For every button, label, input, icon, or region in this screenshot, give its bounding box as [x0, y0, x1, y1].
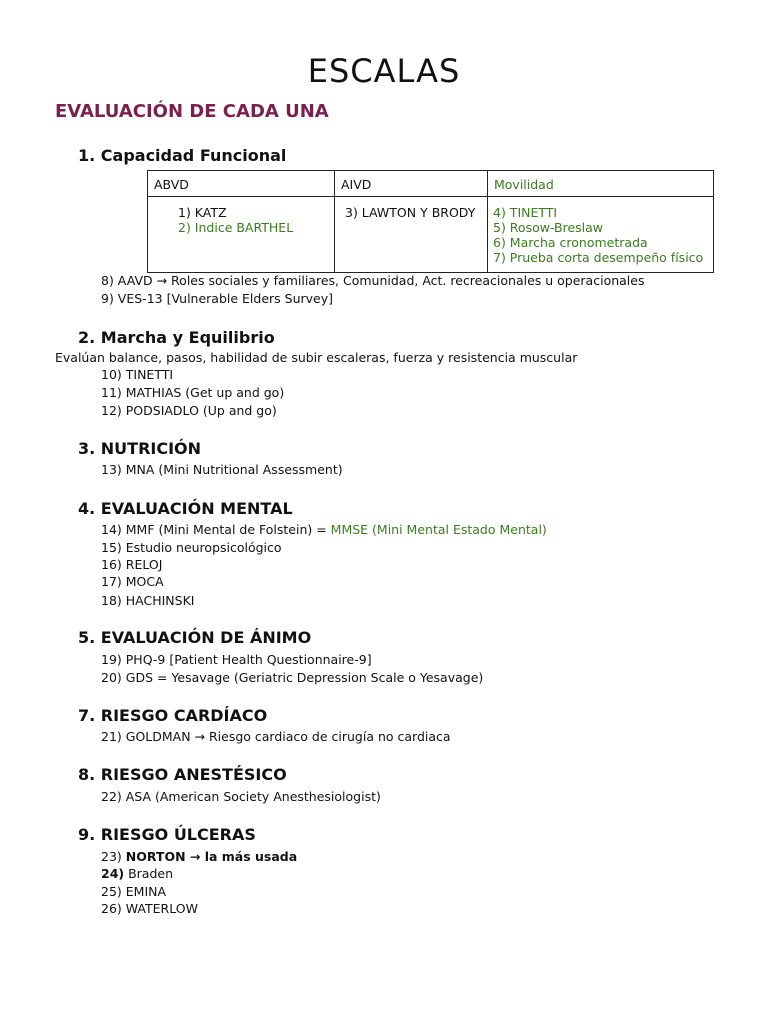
- table-item: 7) Prueba corta desempeño físico: [493, 250, 704, 265]
- list-item: [101, 522, 547, 537]
- list-item: 26) WATERLOW: [101, 901, 198, 916]
- list-item: 15) Estudio neuropsicológico: [101, 540, 282, 555]
- table-item: 5) Rosow-Breslaw: [493, 220, 604, 235]
- table-header-abvd: ABVD: [148, 171, 335, 197]
- list-item: 20) GDS = Yesavage (Geriatric Depression Scale o Yesavage): [101, 670, 484, 685]
- list-item: 12) PODSIADLO (Up and go): [101, 403, 277, 418]
- table-cell-aivd: [335, 197, 488, 273]
- list-item: 22) ASA (American Society Anesthesiologist): [101, 789, 381, 804]
- table-cell-movilidad: [488, 197, 714, 273]
- section-heading-evaluacion-mental: 4. EVALUACIÓN MENTAL: [78, 499, 293, 518]
- list-item: 8) AAVD → Roles sociales y familiares, Comunidad, Act. recreacionales u operacionales: [101, 273, 645, 288]
- list-item: 9) VES-13 [Vulnerable Elders Survey]: [101, 291, 334, 306]
- item-14-text: 14) MMF (Mini Mental de Folstein) =: [101, 522, 331, 537]
- item-23-norton: NORTON → la más usada: [125, 849, 298, 864]
- section-heading-riesgo-cardiaco: 7. RIESGO CARDÍACO: [78, 706, 268, 725]
- section-heading-nutricion: 3. NUTRICIÓN: [78, 439, 202, 458]
- item-24-braden: Braden: [124, 866, 174, 881]
- list-item: [101, 866, 173, 881]
- item-24-number: 24): [101, 866, 125, 881]
- table-item: 6) Marcha cronometrada: [493, 235, 648, 250]
- table-item: 4) TINETTI: [493, 205, 558, 220]
- table-header-aivd: AIVD: [335, 171, 488, 197]
- item-23-number: 23): [101, 849, 126, 864]
- section-heading-capacidad-funcional: 1. Capacidad Funcional: [78, 146, 287, 165]
- table-item: 2) Indice BARTHEL: [178, 220, 294, 235]
- list-item: 18) HACHINSKI: [101, 593, 195, 608]
- section-heading-riesgo-ulceras: 9. RIESGO ÚLCERAS: [78, 825, 256, 844]
- list-item: 16) RELOJ: [101, 557, 163, 572]
- section-heading-marcha-equilibrio: 2. Marcha y Equilibrio: [78, 328, 275, 347]
- table-header-movilidad: Movilidad: [488, 171, 714, 197]
- list-item: 11) MATHIAS (Get up and go): [101, 385, 285, 400]
- list-item: 10) TINETTI: [101, 367, 174, 382]
- table-item: 1) KATZ: [178, 205, 227, 220]
- item-14-mmse: MMSE (Mini Mental Estado Mental): [330, 522, 547, 537]
- table-item: 3) LAWTON Y BRODY: [345, 205, 476, 220]
- section-description: Evalúan balance, pasos, habilidad de subir escaleras, fuerza y resistencia muscular: [55, 350, 578, 365]
- list-item: 17) MOCA: [101, 574, 164, 589]
- section-heading-evaluacion-animo: 5. EVALUACIÓN DE ÁNIMO: [78, 628, 312, 647]
- table-cell-abvd: [148, 197, 335, 273]
- list-item: 21) GOLDMAN → Riesgo cardiaco de cirugía no cardiaca: [101, 729, 451, 744]
- capacidad-funcional-table: [147, 170, 714, 273]
- list-item: 19) PHQ-9 [Patient Health Questionnaire-9]: [101, 652, 372, 667]
- list-item: 25) EMINA: [101, 884, 167, 899]
- page-title: ESCALAS: [307, 52, 461, 90]
- list-item: [101, 849, 297, 864]
- list-item: 13) MNA (Mini Nutritional Assessment): [101, 462, 343, 477]
- page-subtitle: EVALUACIÓN DE CADA UNA: [55, 101, 329, 122]
- section-heading-riesgo-anestesico: 8. RIESGO ANESTÉSICO: [78, 765, 287, 784]
